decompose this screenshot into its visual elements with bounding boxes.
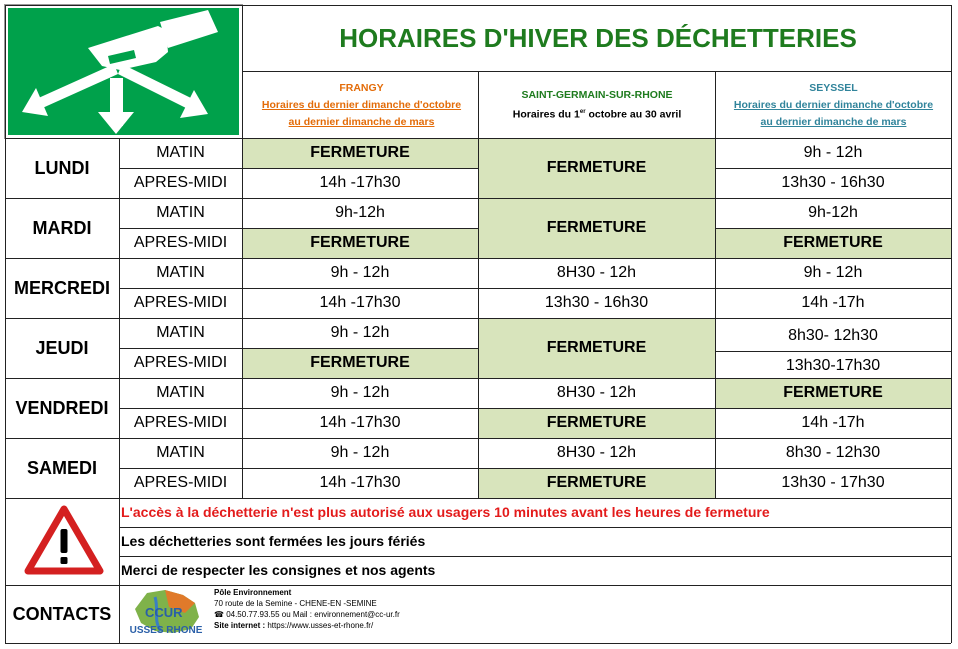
frangy-mardi-apm: FERMETURE	[310, 234, 410, 251]
period-afternoon: APRES-MIDI	[133, 234, 228, 251]
period-morning: MATIN	[156, 264, 205, 281]
frangy-mercredi-apm: 14h -17h30	[319, 294, 401, 311]
frangy-samedi-apm: 14h -17h30	[319, 474, 401, 491]
frangy-jeudi-matin: 9h - 12h	[330, 324, 390, 341]
site-name-frangy: FRANGY	[339, 82, 384, 94]
seyssel-jeudi-apm: 13h30-17h30	[785, 357, 881, 374]
period-afternoon: APRES-MIDI	[133, 414, 228, 431]
seyssel-period-1: Horaires du dernier dimanche d'octobre	[733, 99, 934, 111]
period-morning: MATIN	[156, 144, 205, 161]
day-jeudi: JEUDI	[35, 337, 89, 358]
sgsr-samedi-apm: FERMETURE	[546, 474, 647, 491]
day-samedi: SAMEDI	[26, 457, 97, 478]
sgsr-mercredi-apm: 13h30 - 16h30	[544, 294, 649, 311]
contact-address: 70 route de la Semine - CHENE-EN -SEMINE	[214, 599, 377, 608]
contact-phone-mail: ☎ 04.50.77.93.55 ou Mail : environnement@cc-ur.fr	[214, 610, 400, 619]
frangy-vendredi-apm: 14h -17h30	[319, 414, 401, 431]
site-name-sgsr: SAINT-GERMAIN-SUR-RHONE	[521, 89, 673, 101]
period-morning: MATIN	[156, 204, 205, 221]
contact-details	[214, 587, 614, 643]
frangy-period-2: au dernier dimanche de mars	[288, 116, 435, 128]
sgsr-jeudi: FERMETURE	[546, 339, 647, 356]
seyssel-lundi-matin: 9h - 12h	[803, 144, 863, 161]
day-mercredi: MERCREDI	[13, 277, 110, 298]
frangy-vendredi-matin: 9h - 12h	[330, 384, 390, 401]
notice-respect: Merci de respecter les consignes et nos agents	[121, 562, 436, 578]
frangy-jeudi-apm: FERMETURE	[310, 354, 410, 371]
exit-arrows-icon	[8, 8, 239, 135]
sgsr-period: Horaires du 1er octobre au 30 avril	[512, 108, 682, 121]
seyssel-samedi-apm: 13h30 - 17h30	[781, 474, 885, 491]
sgsr-mercredi-matin: 8H30 - 12h	[556, 264, 637, 281]
svg-text:CCUR: CCUR	[145, 605, 183, 620]
seyssel-lundi-apm: 13h30 - 16h30	[781, 174, 885, 191]
seyssel-vendredi-matin: FERMETURE	[783, 384, 883, 401]
sgsr-mardi: FERMETURE	[546, 219, 647, 236]
frangy-mardi-matin: 9h-12h	[335, 204, 385, 221]
header-seyssel	[716, 72, 951, 138]
notice-holidays: Les déchetteries sont fermées les jours fériés	[121, 533, 426, 549]
seyssel-period-2: au dernier dimanche de mars	[760, 116, 907, 128]
site-name-seyssel: SEYSSEL	[809, 82, 858, 94]
frangy-mercredi-matin: 9h - 12h	[330, 264, 390, 281]
sgsr-lundi: FERMETURE	[546, 159, 647, 176]
period-morning: MATIN	[156, 384, 205, 401]
seyssel-mardi-matin: 9h-12h	[808, 204, 858, 221]
period-afternoon: APRES-MIDI	[133, 354, 228, 371]
exit-sign-logo	[5, 5, 242, 138]
period-afternoon: APRES-MIDI	[133, 294, 228, 311]
frangy-lundi-apm: 14h -17h30	[319, 174, 401, 191]
seyssel-samedi-matin: 8h30 - 12h30	[785, 444, 881, 461]
seyssel-mercredi-apm: 14h -17h	[801, 294, 865, 311]
notice-closing-time: L'accès à la déchetterie n'est plus autorisé aux usagers 10 minutes avant les heures de fermeture	[121, 504, 770, 520]
logo-text: USSES RHONE	[129, 625, 203, 636]
day-mardi: MARDI	[32, 217, 92, 238]
seyssel-mercredi-matin: 9h - 12h	[803, 264, 863, 281]
page-title: HORAIRES D'HIVER DES DÉCHETTERIES	[339, 22, 857, 53]
ccur-logo	[125, 587, 207, 642]
website-link[interactable]: https://www.usses-et-rhone.fr/	[267, 621, 374, 630]
frangy-samedi-matin: 9h - 12h	[330, 444, 390, 461]
sgsr-vendredi-apm: FERMETURE	[546, 414, 647, 431]
frangy-lundi-matin: FERMETURE	[310, 144, 410, 161]
day-lundi: LUNDI	[34, 157, 90, 178]
frangy-period-1: Horaires du dernier dimanche d'octobre	[261, 99, 462, 111]
period-afternoon: APRES-MIDI	[133, 174, 228, 191]
seyssel-vendredi-apm: 14h -17h	[801, 414, 865, 431]
contact-web: Site internet : https://www.usses-et-rhone.fr/	[214, 621, 374, 630]
header-frangy	[245, 72, 478, 138]
day-vendredi: VENDREDI	[15, 397, 109, 418]
contacts-label: CONTACTS	[12, 603, 112, 624]
header-sgsr	[479, 72, 715, 138]
warning-icon	[24, 505, 104, 575]
contact-org: Pôle Environnement	[214, 588, 292, 597]
seyssel-jeudi-matin: 8h30- 12h30	[788, 327, 878, 344]
seyssel-mardi-apm: FERMETURE	[783, 234, 883, 251]
period-morning: MATIN	[156, 324, 205, 341]
sgsr-vendredi-matin: 8H30 - 12h	[556, 384, 637, 401]
period-afternoon: APRES-MIDI	[133, 474, 228, 491]
period-morning: MATIN	[156, 444, 205, 461]
sgsr-samedi-matin: 8H30 - 12h	[556, 444, 637, 461]
